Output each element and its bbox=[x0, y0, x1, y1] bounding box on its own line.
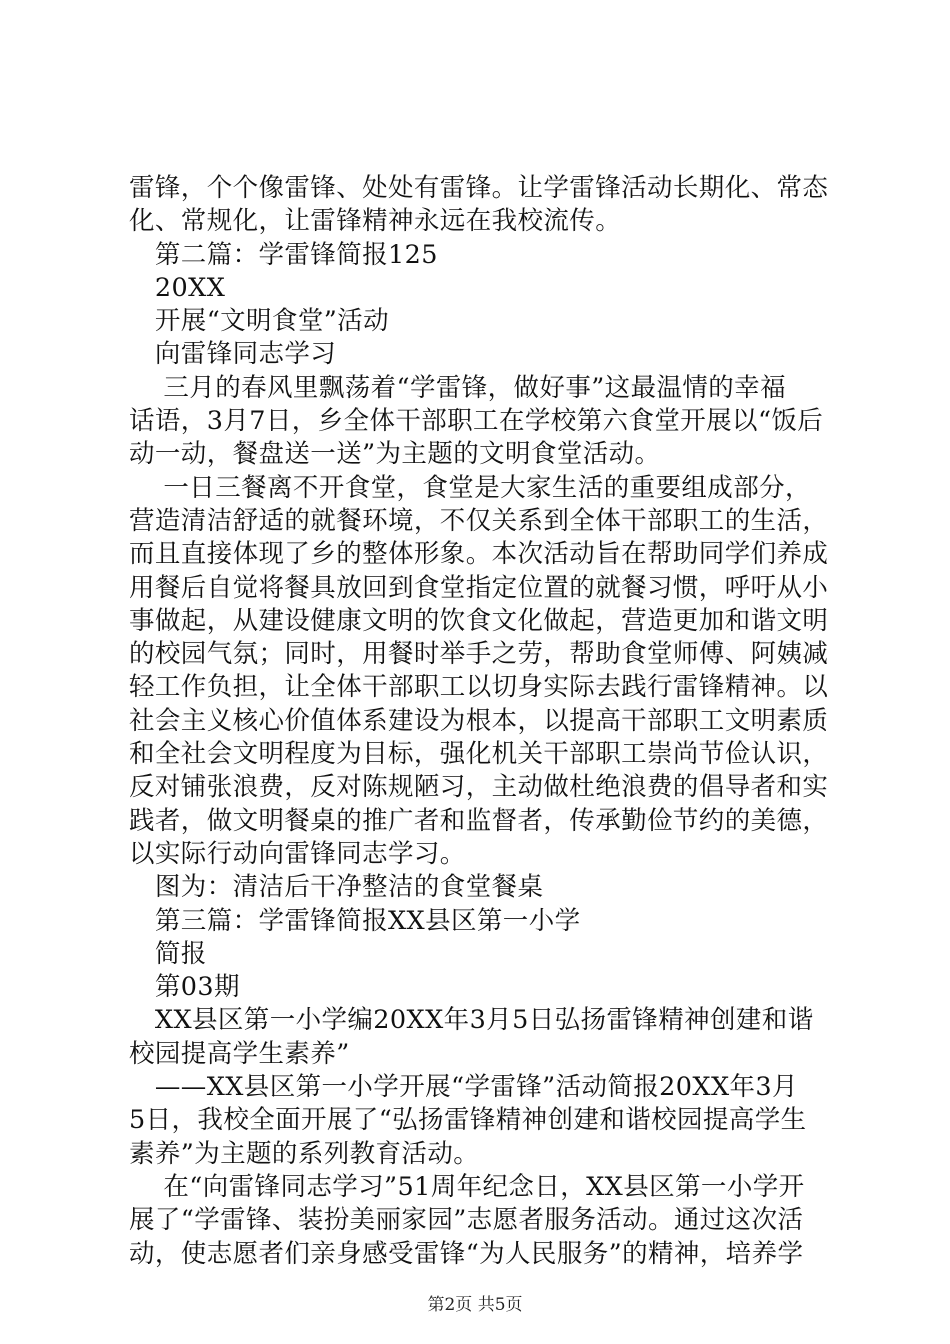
text-line: 开展“文明食堂”活动 bbox=[129, 306, 389, 337]
text-line: 反对铺张浪费，反对陈规陋习，主动做杜绝浪费的倡导者和实 bbox=[129, 772, 829, 803]
text-line: 图为：清洁后干净整洁的食堂餐桌 bbox=[129, 872, 544, 903]
text-line: 简报 bbox=[129, 938, 207, 969]
text-line: 第03期 bbox=[129, 972, 240, 1003]
text-line: ——XX县区第一小学开展“学雷锋”活动简报20XX年3月 bbox=[129, 1072, 798, 1103]
section-heading: 第二篇：学雷锋简报125 bbox=[129, 239, 438, 270]
text-line: 动一动，餐盘送一送”为主题的文明食堂活动。 bbox=[129, 439, 661, 470]
text-line: 和全社会文明程度为目标，强化机关干部职工崇尚节俭认识， bbox=[129, 739, 829, 770]
text-line: 展了“学雷锋、装扮美丽家园”志愿者服务活动。通过这次活 bbox=[129, 1205, 804, 1236]
text-line: 营造清洁舒适的就餐环境，不仅关系到全体干部职工的生活， bbox=[129, 505, 829, 536]
text-line: 践者，做文明餐桌的推广者和监督者，传承勤俭节约的美德， bbox=[129, 805, 829, 836]
text-line: 而且直接体现了乡的整体形象。本次活动旨在帮助同学们养成 bbox=[129, 539, 829, 570]
text-line: 向雷锋同志学习 bbox=[129, 339, 337, 370]
text-line: 5日，我校全面开展了“弘扬雷锋精神创建和谐校园提高学生 bbox=[129, 1105, 807, 1136]
page-number-footer: 第2页 共5页 bbox=[427, 1295, 523, 1315]
section-heading: 第三篇：学雷锋简报XX县区第一小学 bbox=[129, 905, 581, 936]
text-line: XX县区第一小学编20XX年3月5日弘扬雷锋精神创建和谐 bbox=[129, 1005, 814, 1036]
text-line: 校园提高学生素养” bbox=[129, 1038, 350, 1069]
document-body bbox=[129, 172, 831, 1271]
text-line: 在“向雷锋同志学习”51周年纪念日，XX县区第一小学开 bbox=[129, 1171, 805, 1202]
text-line: 以实际行动向雷锋同志学习。 bbox=[129, 838, 466, 869]
text-line: 三月的春风里飘荡着“学雷锋，做好事”这最温情的幸福 bbox=[129, 372, 786, 403]
text-line: 一日三餐离不开食堂，食堂是大家生活的重要组成部分， bbox=[129, 472, 811, 503]
text-line: 事做起，从建设健康文明的饮食文化做起，营造更加和谐文明 bbox=[129, 605, 829, 636]
text-line: 化、常规化，让雷锋精神永远在我校流传。 bbox=[129, 206, 622, 237]
text-line: 20XX bbox=[129, 272, 226, 303]
text-line: 动，使志愿者们亲身感受雷锋“为人民服务”的精神，培养学 bbox=[129, 1238, 804, 1269]
text-line: 话语，3月7日，乡全体干部职工在学校第六食堂开展以“饭后 bbox=[129, 406, 824, 437]
text-line: 雷锋，个个像雷锋、处处有雷锋。让学雷锋活动长期化、常态 bbox=[129, 173, 829, 203]
text-line: 用餐后自觉将餐具放回到食堂指定位置的就餐习惯，呼吁从小 bbox=[129, 572, 829, 603]
text-line: 素养”为主题的系列教育活动。 bbox=[129, 1138, 480, 1169]
text-line: 轻工作负担，让全体干部职工以切身实际去践行雷锋精神。以 bbox=[129, 672, 829, 703]
text-line: 社会主义核心价值体系建设为根本，以提高干部职工文明素质 bbox=[129, 705, 829, 736]
text-line: 的校园气氛；同时，用餐时举手之劳，帮助食堂师傅、阿姨减 bbox=[129, 639, 829, 670]
